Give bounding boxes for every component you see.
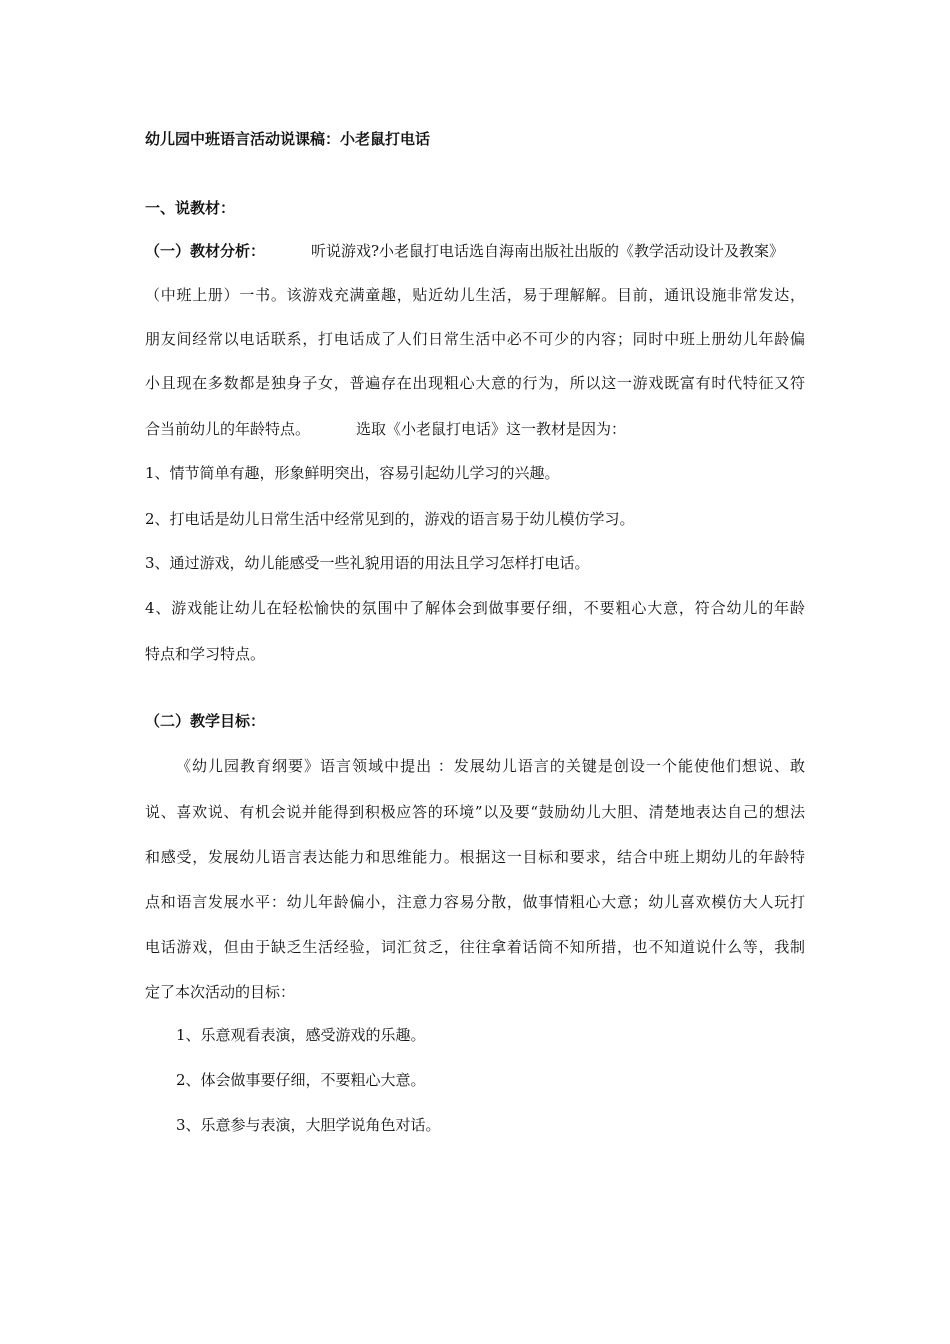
paragraph-line: 点和语言发展水平：幼儿年龄偏小，注意力容易分散，做事情粗心大意；幼儿喜欢模仿大人玩打 (145, 893, 805, 911)
paragraph-line (145, 419, 626, 439)
reason-item-3: 3、通过游戏，幼儿能感受一些礼貌用语的用法且学习怎样打电话。 (145, 554, 590, 572)
paragraph-line: （中班上册）一书。该游戏充满童趣，贴近幼儿生活，易于理解解。目前，通讯设施非常发达， (145, 286, 805, 304)
subheading-teaching-goals: （二）教学目标： (145, 712, 266, 730)
paragraph-line: 和感受，发展幼儿语言表达能力和思维能力。根据这一目标和要求，结合中班上期幼儿的年龄特 (145, 848, 805, 866)
paragraph-line: 定了本次活动的目标： (145, 983, 296, 1001)
document-title: 幼儿园中班语言活动说课稿：小老鼠打电话 (145, 130, 431, 148)
paragraph-line: 小且现在多数都是独身子女，普遍存在出现粗心大意的行为，所以这一游戏既富有时代特征又符 (145, 374, 805, 392)
subheading-material-analysis: （一）教材分析： (145, 242, 266, 260)
reason-item-2: 2、打电话是幼儿日常生活中经常见到的，游戏的语言易于幼儿模仿学习。 (145, 510, 635, 528)
paragraph-line: 《幼儿园教育纲要》语言领域中提出 ：发展幼儿语言的关键是创设一个能使他们想说、敢 (176, 757, 805, 775)
section-heading-textbook: 一、说教材： (145, 199, 236, 217)
goal-item-1: 1、乐意观看表演，感受游戏的乐趣。 (176, 1026, 426, 1044)
reason-item-4: 4、游戏能让幼儿在轻松愉快的氛围中了解体会到做事要仔细，不要粗心大意，符合幼儿的年龄 (145, 599, 805, 617)
paragraph-text: 选取《小老鼠打电话》这一教材是因为： (356, 420, 627, 438)
paragraph-text: 听说游戏?小老鼠打电话选自海南出版社出版的《教学活动设计及教案》 (311, 242, 785, 260)
paragraph-line: 说、喜欢说、有机会说并能得到积极应答的环境”以及要“鼓励幼儿大胆、清楚地表达自己的想法 (145, 803, 805, 821)
reason-item-1: 1、情节简单有趣，形象鲜明突出，容易引起幼儿学习的兴趣。 (145, 464, 560, 482)
reason-item-4-cont: 特点和学习特点。 (145, 645, 266, 663)
paragraph-line: 朋友间经常以电话联系，打电话成了人们日常生活中必不可少的内容；同时中班上册幼儿年龄偏 (145, 330, 805, 348)
paragraph-text: 合当前幼儿的年龄特点。 (145, 420, 311, 438)
paragraph-line: 电话游戏，但由于缺乏生活经验，词汇贫乏，往往拿着话筒不知所措，也不知道说什么等，我制 (145, 938, 805, 956)
goal-item-2: 2、体会做事要仔细，不要粗心大意。 (176, 1071, 426, 1089)
material-analysis-first-line (145, 241, 784, 261)
goal-item-3: 3、乐意参与表演，大胆学说角色对话。 (176, 1116, 441, 1134)
